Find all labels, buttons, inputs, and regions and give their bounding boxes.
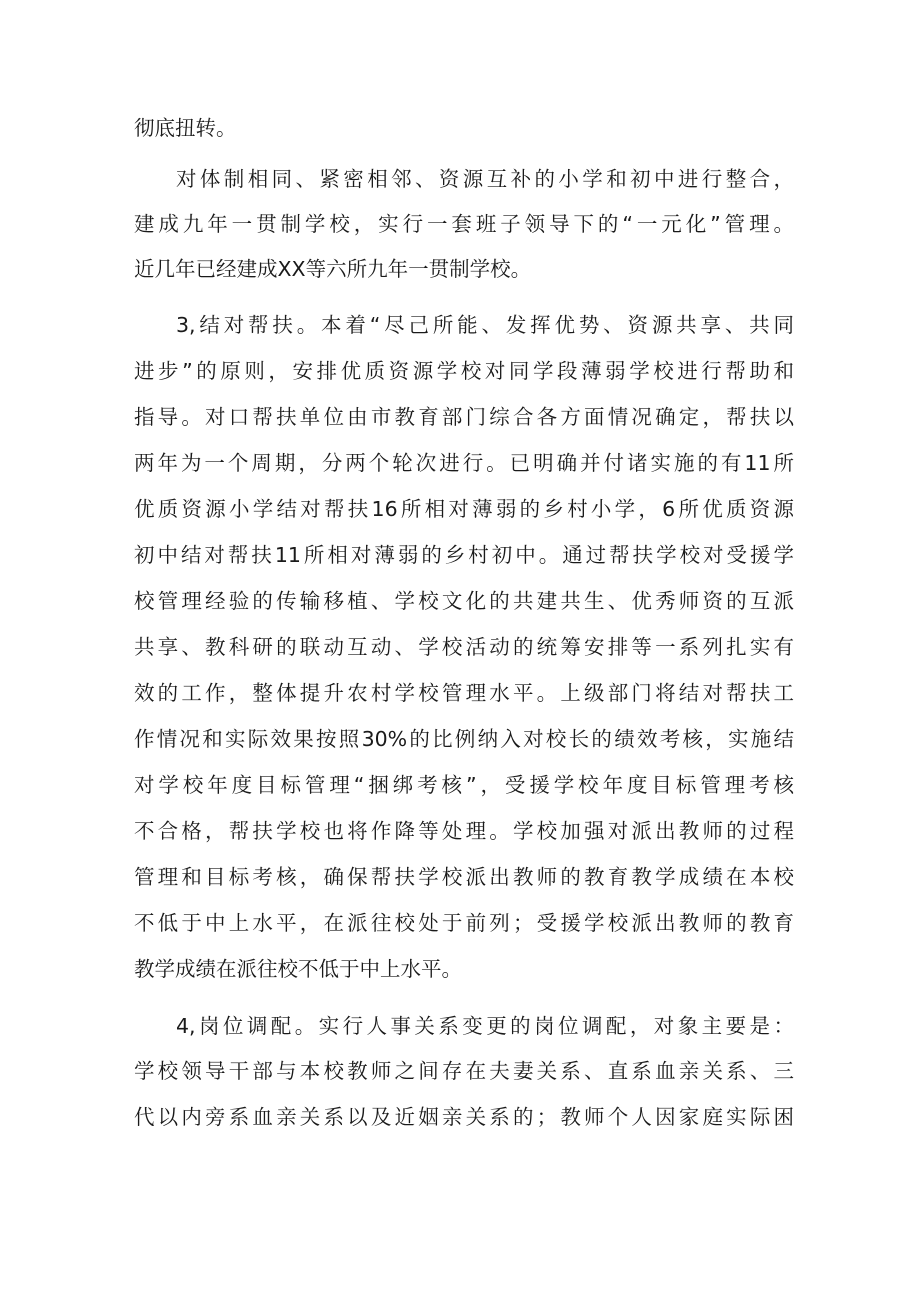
paragraph-first-line: 3,结对帮扶。本着“尽己所能、发挥优势、资源共享、共同 — [176, 313, 794, 337]
paragraph-first-line: 对体制相同、紧密相邻、资源互补的小学和初中进行整合， — [176, 167, 794, 191]
text-line: 建成九年一贯制学校，实行一套班子领导下的“一元化”管理。 — [134, 212, 794, 236]
text-line: 不低于中上水平，在派往校处于前列；受援学校派出教师的教育 — [134, 911, 794, 935]
text-line: 初中结对帮扶11所相对薄弱的乡村初中。通过帮扶学校对受援学 — [134, 543, 794, 567]
text-line: 不合格，帮扶学校也将作降等处理。学校加强对派出教师的过程 — [134, 819, 794, 843]
text-line: 学校领导干部与本校教师之间存在夫妻关系、直系血亲关系、三 — [134, 1059, 794, 1083]
text-line: 共享、教科研的联动互动、学校活动的统筹安排等一系列扎实有 — [134, 635, 794, 659]
text-line: 彻底扭转。 — [134, 116, 237, 140]
text-line: 作情况和实际效果按照30%的比例纳入对校长的绩效考核，实施结 — [134, 727, 794, 751]
text-line: 教学成绩在派往校不低于中上水平。 — [134, 957, 462, 981]
text-line: 两年为一个周期，分两个轮次进行。已明确并付诸实施的有11所 — [134, 451, 794, 475]
text-line: 代以内旁系血亲关系以及近姻亲关系的；教师个人因家庭实际困 — [134, 1105, 794, 1129]
text-line: 校管理经验的传输移植、学校文化的共建共生、优秀师资的互派 — [134, 589, 794, 613]
text-line: 效的工作，整体提升农村学校管理水平。上级部门将结对帮扶工 — [134, 681, 794, 705]
text-line: 近几年已经建成XX等六所九年一贯制学校。 — [134, 257, 532, 281]
text-line: 指导。对口帮扶单位由市教育部门综合各方面情况确定，帮扶以 — [134, 405, 794, 429]
text-line: 进步”的原则，安排优质资源学校对同学段薄弱学校进行帮助和 — [134, 359, 794, 383]
text-line: 对学校年度目标管理“捆绑考核”，受援学校年度目标管理考核 — [134, 773, 794, 797]
text-line: 管理和目标考核，确保帮扶学校派出教师的教育教学成绩在本校 — [134, 865, 794, 889]
paragraph-first-line: 4,岗位调配。实行人事关系变更的岗位调配，对象主要是： — [176, 1014, 794, 1038]
text-line: 优质资源小学结对帮扶16所相对薄弱的乡村小学，6所优质资源 — [134, 497, 794, 521]
